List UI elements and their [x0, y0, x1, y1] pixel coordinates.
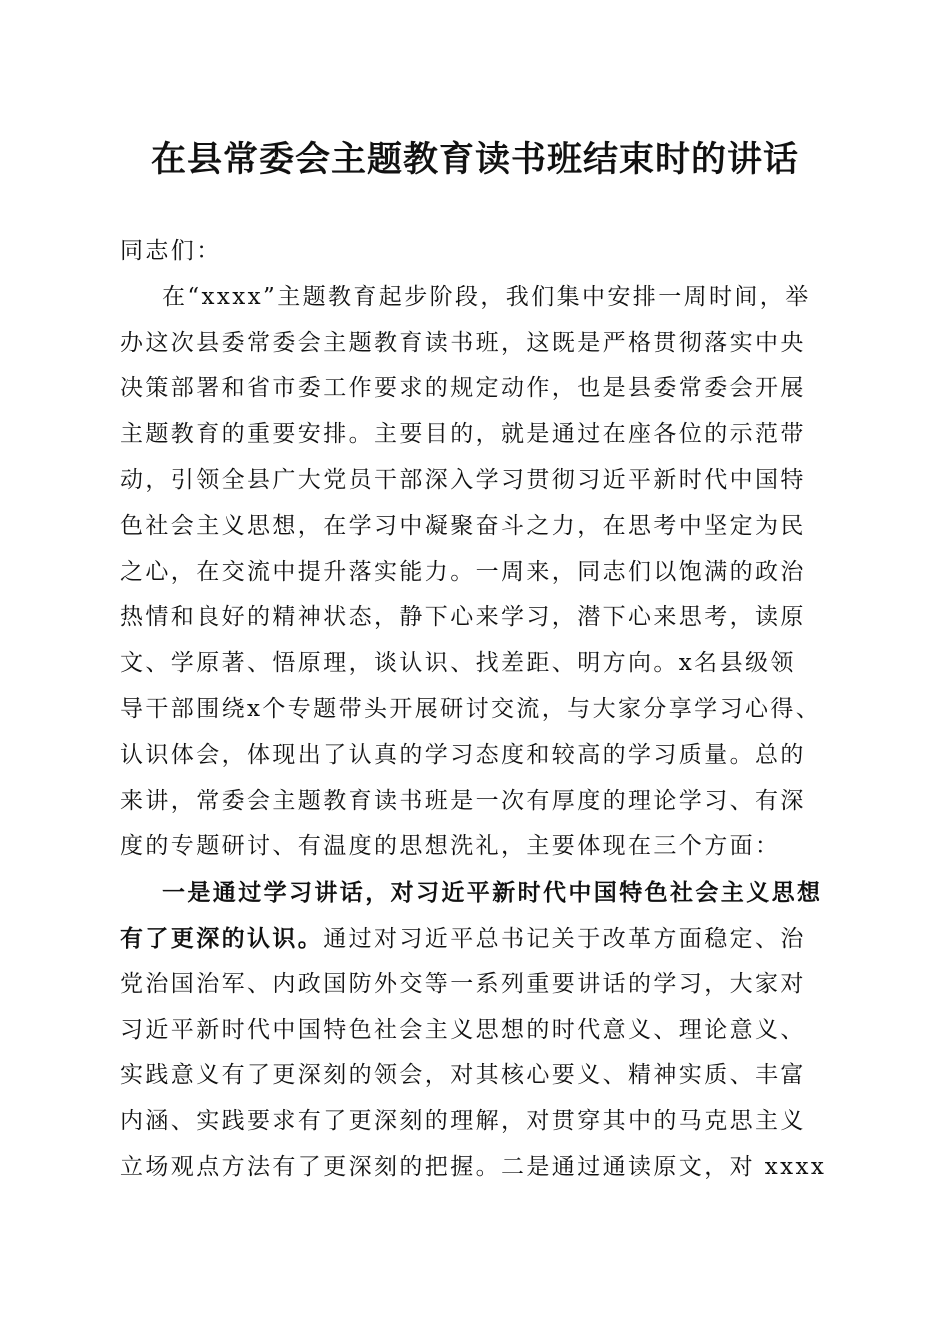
- paragraph-line: [120, 916, 860, 962]
- paragraph-line: 习近平新时代中国特色社会主义思想的时代意义、理论意义、: [120, 1016, 806, 1043]
- paragraph-line: 立场观点方法有了更深刻的把握。二是通过通读原文，对 xxxx: [120, 1153, 827, 1180]
- paragraph-line: 热情和良好的精神状态，静下心来学习，潜下心来思考，读原: [120, 604, 806, 631]
- paragraph-line: 主题教育的重要安排。主要目的，就是通过在座各位的示范带: [120, 421, 806, 448]
- paragraph-line: 办这次县委常委会主题教育读书班，这既是严格贯彻落实中央: [120, 329, 806, 356]
- salutation: 同志们：: [120, 238, 222, 264]
- paragraph-line: 实践意义有了更深刻的领会，对其核心要义、精神实质、丰富: [120, 1062, 806, 1089]
- paragraph-line: 导干部围绕x个专题带头开展研讨交流，与大家分享学习心得、: [120, 695, 822, 722]
- paragraph-line: 色社会主义思想，在学习中凝聚奋斗之力，在思考中坚定为民: [120, 512, 806, 539]
- paragraph-line: 在“xxxx”主题教育起步阶段，我们集中安排一周时间，举: [162, 283, 811, 310]
- point-one-heading-end: 有了更深的认识。: [120, 924, 324, 952]
- paragraph-line: 认识体会，体现出了认真的学习态度和较高的学习质量。总的: [120, 741, 806, 768]
- paragraph-line: 文、学原著、悟原理，谈认识、找差距、明方向。x名县级领: [120, 650, 796, 677]
- paragraph-line: 党治国治军、内政国防外交等一系列重要讲话的学习，大家对: [120, 970, 806, 997]
- paragraph-line: 内涵、实践要求有了更深刻的理解，对贯穿其中的马克思主义: [120, 1108, 806, 1135]
- point-one-text: 通过对习近平总书记关于改革方面稳定、治: [323, 925, 806, 952]
- point-one-heading: 一是通过学习讲话，对习近平新时代中国特色社会主义思想: [162, 879, 823, 907]
- paragraph-line: 来讲，常委会主题教育读书班是一次有厚度的理论学习、有深: [120, 787, 806, 814]
- paragraph-line: 度的专题研讨、有温度的思想洗礼，主要体现在三个方面：: [120, 833, 781, 860]
- document-body: [120, 229, 860, 1191]
- paragraph-line: 之心，在交流中提升落实能力。一周来，同志们以饱满的政治: [120, 558, 806, 585]
- document-title: 在县常委会主题教育读书班结束时的讲话: [150, 139, 799, 180]
- paragraph-line: 决策部署和省市委工作要求的规定动作，也是县委常委会开展: [120, 375, 806, 402]
- paragraph-line: 动，引领全县广大党员干部深入学习贯彻习近平新时代中国特: [120, 466, 806, 493]
